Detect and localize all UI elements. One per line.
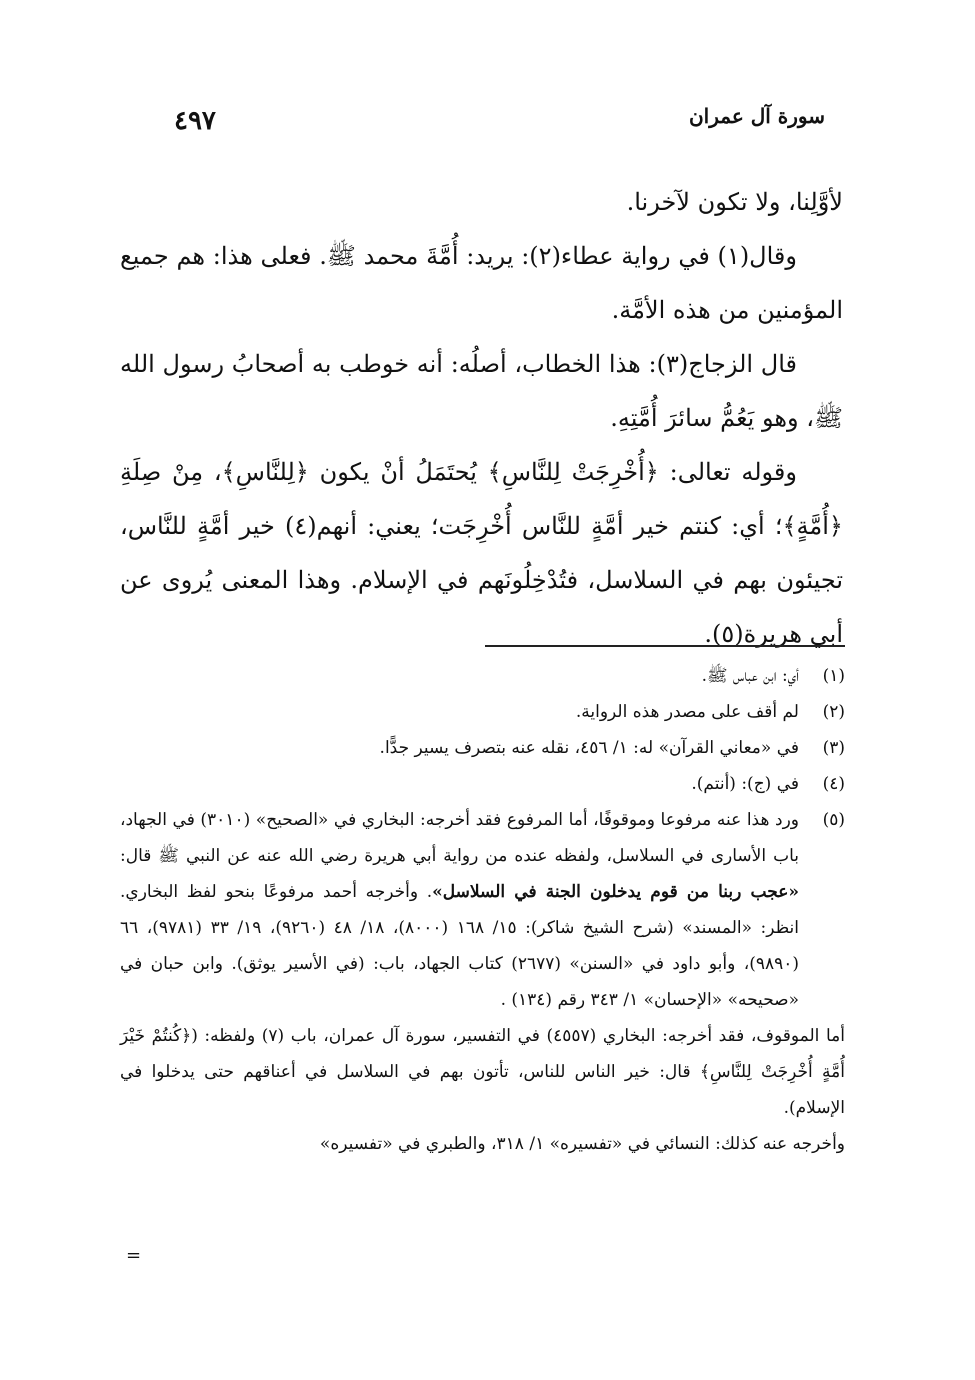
footnote-number: (٤)	[822, 774, 845, 794]
footnote-1	[120, 658, 845, 694]
page-number: ٤٩٧	[174, 106, 216, 136]
footnote-4	[120, 766, 845, 802]
paragraph-2: وقال(١) في رواية عطاء(٢): يريد: أُمَّةَ محمد ﷺ. فعلى هذا: هم جميع المؤمنين من هذه الأمَّة.	[120, 242, 843, 324]
footnote-3	[120, 730, 845, 766]
footnote-text: لم أقف على مصدر هذه الرواية.	[575, 702, 799, 722]
footnote-number: (٥)	[822, 810, 845, 830]
footnotes	[120, 658, 845, 1162]
footnote-5-part-c: . وأخرجه أحمد مرفوعًا بنحو لفظ البخاري. انظر: «المسند» (شرح الشيخ شاكر): ١٥/ ١٦٨ (٨٠٠٠)، ١٨/ ٤٨ (٩٢٦٠)، ١٩/ ٣٣ (٩٧٨١)، ٦٦ (٩٨٩٠)، وأبو داود في «السنن» (٢٦٧٧) كتاب الجهاد، باب: (في الأسير يوثق). وابن حبان في «صحيحه» «الإحسان» ١/ ٣٤٣ رقم (١٣٤) .	[120, 882, 799, 1010]
footnote-5-paragraph-3: وأخرجه عنه كذلك: النسائي في «تفسيره» ١/ ٣١٨، والطبري في «تفسيره»	[319, 1134, 845, 1154]
paragraph-4: وقوله تعالى: ﴿أُخْرِجَتْ لِلنَّاسِ﴾ يُحتَمَلُ أنْ يكون ﴿لِلنَّاسِ﴾، مِنْ صِلَةِ ﴿أُمَّةٍ﴾؛ أي: كنتم خير أمَّةٍ للنَّاس أُخْرِجَت؛ يعني: أنهم(٤) خير أمَّةٍ للنَّاس، تجيئون بهم في السلاسل، فتُدْخِلُونَهم في الإسلام. وهذا المعنى يُروى عن أبي هريرة(٥).	[120, 458, 843, 648]
footnote-5-part-a: ورد هذا عنه مرفوعا وموقوفًا، أما المرفوع فقد أخرجه: البخاري في «الصحيح» (٣٠١٠) في الجهاد، باب الأسارى في السلاسل، ولفظه عنده من رواية أبي هريرة رضي الله عنه عن النبي ﷺ قال:	[120, 810, 799, 866]
main-text	[120, 175, 843, 661]
footnote-2	[120, 694, 845, 730]
continuation-mark: =	[126, 1245, 142, 1266]
footnote-number: (١)	[822, 666, 845, 686]
footnote-separator	[485, 645, 845, 647]
footnote-text: أي: ابن عباس ﷺ.	[701, 666, 799, 686]
running-header-surah-title: سورة آل عمران	[688, 104, 825, 128]
footnote-5	[120, 802, 845, 1018]
paragraph-3: قال الزجاج(٣): هذا الخطاب، أصلُه: أنه خوطب به أصحابُ رسول الله ﷺ، وهو يَعُمُّ سائرَ أُمَّتِهِ.	[120, 350, 843, 432]
footnote-number: (٣)	[822, 738, 845, 758]
hadith-quote: «عجب ربنا من قوم يدخلون الجنة في السلاسل»	[432, 882, 799, 902]
footnote-text: في «معاني القرآن» له: ١/ ٤٥٦، نقله عنه بتصرف يسير جدًّا.	[379, 738, 799, 758]
paragraph-1: لأوَّلِنا، ولا تكون لآخرنا.	[626, 188, 843, 216]
footnote-text: في (ج): (أنتم).	[691, 774, 799, 794]
footnote-5-paragraph-2: أما الموقوف، فقد أخرجه: البخاري (٤٥٥٧) في التفسير، سورة آل عمران، باب (٧) ولفظه: (﴿كُنتُمْ خَيْرَ أُمَّةٍ أُخْرِجَتْ لِلنَّاسِ﴾ قال: خير الناس للناس، تأتون بهم في السلاسل في أعناقهم حتى يدخلوا في الإسلام).	[120, 1026, 845, 1118]
footnote-text	[120, 802, 799, 1018]
footnote-number: (٢)	[822, 702, 845, 722]
